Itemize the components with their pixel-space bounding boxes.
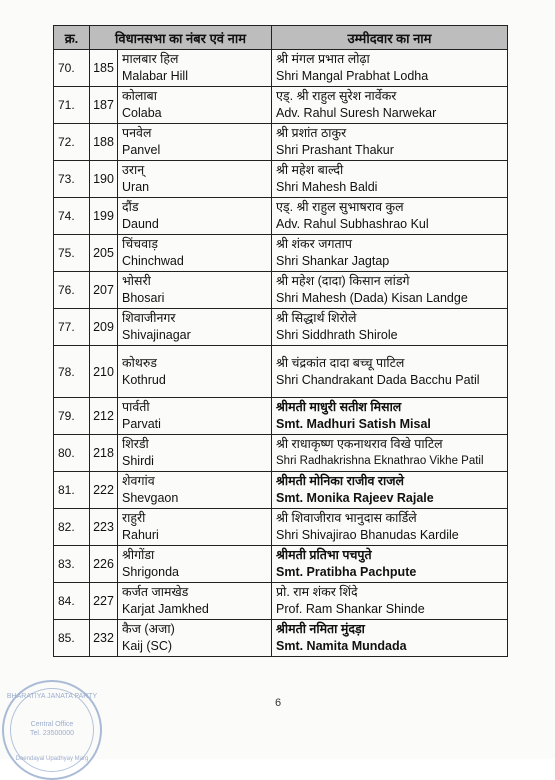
party-office-stamp bbox=[2, 680, 102, 780]
constituency-name-hindi: चिंचवाड़ bbox=[122, 237, 158, 251]
constituency-name bbox=[118, 198, 272, 235]
constituency-name bbox=[118, 87, 272, 124]
candidate-name-hindi: श्री सिद्धार्थ शिरोले bbox=[276, 311, 357, 325]
constituency-number: 205 bbox=[90, 235, 118, 272]
serial-number: 77. bbox=[54, 309, 90, 346]
candidate-name-hindi: श्री शंकर जगताप bbox=[276, 237, 353, 251]
constituency-name bbox=[118, 509, 272, 546]
table-row bbox=[54, 235, 508, 272]
constituency-name-hindi: कोलाबा bbox=[122, 89, 157, 103]
table-row bbox=[54, 124, 508, 161]
serial-number: 84. bbox=[54, 583, 90, 620]
constituency-name-english: Panvel bbox=[122, 143, 161, 157]
stamp-top-text: BHARATIYA JANATA PARTY bbox=[6, 693, 98, 700]
candidate-name-english: Shri Mahesh Baldi bbox=[276, 180, 378, 194]
constituency-name-hindi: पनवेल bbox=[122, 126, 152, 140]
constituency-number: 223 bbox=[90, 509, 118, 546]
candidate-name bbox=[272, 272, 508, 309]
candidate-name bbox=[272, 435, 508, 472]
header-serial-number: क्र. bbox=[54, 26, 90, 50]
constituency-name bbox=[118, 50, 272, 87]
constituency-number: 209 bbox=[90, 309, 118, 346]
candidate-name-english: Shri Prashant Thakur bbox=[276, 143, 394, 157]
candidate-name bbox=[272, 509, 508, 546]
stamp-bottom-text: Deendayal Upadhyay Marg bbox=[15, 756, 89, 762]
candidate-name-hindi: श्री शिवाजीराव भानुदास कार्डिले bbox=[276, 511, 417, 525]
constituency-name bbox=[118, 398, 272, 435]
table-row bbox=[54, 309, 508, 346]
serial-number: 80. bbox=[54, 435, 90, 472]
serial-number: 79. bbox=[54, 398, 90, 435]
table-row bbox=[54, 472, 508, 509]
constituency-name-english: Rahuri bbox=[122, 528, 159, 542]
constituency-name-english: Parvati bbox=[122, 417, 161, 431]
header-constituency: विधानसभा का नंबर एवं नाम bbox=[90, 26, 272, 50]
header-candidate: उम्मीदवार का नाम bbox=[272, 26, 508, 50]
constituency-name bbox=[118, 435, 272, 472]
candidate-name bbox=[272, 235, 508, 272]
serial-number: 71. bbox=[54, 87, 90, 124]
constituency-name bbox=[118, 620, 272, 657]
candidate-name bbox=[272, 87, 508, 124]
table-row bbox=[54, 583, 508, 620]
constituency-name-hindi: कैज (अजा) bbox=[122, 622, 175, 636]
candidate-name-english: Adv. Rahul Subhashrao Kul bbox=[276, 217, 429, 231]
candidate-name-english: Shri Chandrakant Dada Bacchu Patil bbox=[276, 372, 480, 387]
constituency-name-english: Shivajinagar bbox=[122, 328, 191, 342]
candidate-name-hindi: श्री प्रशांत ठाकुर bbox=[276, 126, 347, 140]
table-row bbox=[54, 546, 508, 583]
candidate-name bbox=[272, 398, 508, 435]
candidate-name bbox=[272, 346, 508, 398]
constituency-number: 187 bbox=[90, 87, 118, 124]
candidate-name-hindi: श्रीमती प्रतिभा पचपुते bbox=[276, 548, 372, 562]
candidate-name-english: Shri Siddhrath Shirole bbox=[276, 328, 398, 342]
table-row bbox=[54, 87, 508, 124]
candidate-name-english: Shri Radhakrishna Eknathrao Vikhe Patil bbox=[276, 455, 484, 467]
candidate-name-hindi: एड्. श्री राहुल सुरेश नार्वेकर bbox=[276, 89, 397, 103]
constituency-name bbox=[118, 583, 272, 620]
constituency-name bbox=[118, 124, 272, 161]
constituency-number: 222 bbox=[90, 472, 118, 509]
table-row bbox=[54, 272, 508, 309]
candidate-name-hindi: श्री चंद्रकांत दादा बच्चू पाटिल bbox=[276, 355, 405, 370]
constituency-number: 210 bbox=[90, 346, 118, 398]
candidate-name-english: Prof. Ram Shankar Shinde bbox=[276, 602, 425, 616]
candidate-name-english: Smt. Pratibha Pachpute bbox=[276, 565, 417, 579]
constituency-name-hindi: राहुरी bbox=[122, 511, 146, 525]
table-row bbox=[54, 398, 508, 435]
constituency-name-hindi: पार्वती bbox=[122, 400, 150, 414]
serial-number: 78. bbox=[54, 346, 90, 398]
constituency-number: 218 bbox=[90, 435, 118, 472]
constituency-number: 185 bbox=[90, 50, 118, 87]
table-row bbox=[54, 161, 508, 198]
constituency-name-english: Kothrud bbox=[122, 372, 166, 387]
candidate-name bbox=[272, 124, 508, 161]
constituency-name-hindi: भोसरी bbox=[122, 274, 151, 288]
constituency-name-english: Shirdi bbox=[122, 454, 154, 468]
constituency-name-hindi: शिवाजीनगर bbox=[122, 311, 176, 325]
candidate-name bbox=[272, 546, 508, 583]
constituency-name bbox=[118, 472, 272, 509]
constituency-name-english: Shevgaon bbox=[122, 491, 179, 505]
candidate-name-hindi: श्रीमती मोनिका राजीव राजले bbox=[276, 474, 404, 488]
candidate-name-hindi: श्री राधाकृष्ण एकनाथराव विखे पाटिल bbox=[276, 437, 443, 451]
candidate-name bbox=[272, 161, 508, 198]
candidate-name bbox=[272, 50, 508, 87]
candidate-name-hindi: श्रीमती माधुरी सतीश मिसाल bbox=[276, 400, 402, 414]
serial-number: 70. bbox=[54, 50, 90, 87]
serial-number: 81. bbox=[54, 472, 90, 509]
constituency-number: 207 bbox=[90, 272, 118, 309]
page-number: 6 bbox=[275, 697, 282, 709]
candidate-name-english: Shri Shankar Jagtap bbox=[276, 254, 390, 268]
candidate-name-english: Shri Shivajirao Bhanudas Kardile bbox=[276, 528, 459, 542]
constituency-name-english: Colaba bbox=[122, 106, 162, 120]
constituency-number: 226 bbox=[90, 546, 118, 583]
table-row bbox=[54, 435, 508, 472]
constituency-name-english: Chinchwad bbox=[122, 254, 184, 268]
candidate-name-hindi: श्री महेश बाल्दी bbox=[276, 163, 344, 177]
serial-number: 83. bbox=[54, 546, 90, 583]
candidate-name-hindi: एड्. श्री राहुल सुभाषराव कुल bbox=[276, 200, 404, 214]
constituency-name-hindi: कर्जत जामखेड bbox=[122, 585, 189, 599]
serial-number: 74. bbox=[54, 198, 90, 235]
candidate-name-english: Smt. Namita Mundada bbox=[276, 639, 407, 653]
constituency-name bbox=[118, 235, 272, 272]
serial-number: 76. bbox=[54, 272, 90, 309]
constituency-name-english: Karjat Jamkhed bbox=[122, 602, 209, 616]
candidate-name-hindi: श्री मंगल प्रभात लोढ़ा bbox=[276, 52, 370, 66]
candidate-name bbox=[272, 198, 508, 235]
constituency-name-english: Kaij (SC) bbox=[122, 639, 173, 653]
candidate-name-hindi: श्री महेश (दादा) किसान लांडगे bbox=[276, 274, 410, 288]
candidate-list-table bbox=[53, 25, 508, 657]
constituency-name-english: Uran bbox=[122, 180, 150, 194]
stamp-line-2: Tel. 23500000 bbox=[30, 730, 74, 737]
constituency-name-english: Malabar Hill bbox=[122, 69, 188, 83]
table-header-row bbox=[54, 26, 508, 50]
constituency-name-hindi: श्रीगोंडा bbox=[122, 548, 155, 562]
table-row bbox=[54, 50, 508, 87]
constituency-number: 227 bbox=[90, 583, 118, 620]
candidate-name bbox=[272, 583, 508, 620]
constituency-name-hindi: कोथरुड bbox=[122, 355, 157, 370]
constituency-name-hindi: उरान् bbox=[122, 163, 145, 177]
constituency-number: 190 bbox=[90, 161, 118, 198]
candidate-name-hindi: प्रो. राम शंकर शिंदे bbox=[276, 585, 358, 599]
constituency-name bbox=[118, 272, 272, 309]
table-row bbox=[54, 509, 508, 546]
constituency-number: 232 bbox=[90, 620, 118, 657]
candidate-name-hindi: श्रीमती नमिता मुंदड़ा bbox=[276, 622, 365, 636]
candidate-name-english: Adv. Rahul Suresh Narwekar bbox=[276, 106, 437, 120]
constituency-name-english: Daund bbox=[122, 217, 159, 231]
constituency-number: 188 bbox=[90, 124, 118, 161]
candidate-name-english: Shri Mahesh (Dada) Kisan Landge bbox=[276, 291, 468, 305]
candidate-name-english: Smt. Monika Rajeev Rajale bbox=[276, 491, 434, 505]
constituency-name-english: Shrigonda bbox=[122, 565, 179, 579]
table-row bbox=[54, 198, 508, 235]
constituency-name-hindi: दौंड bbox=[122, 200, 139, 214]
candidate-name bbox=[272, 309, 508, 346]
constituency-number: 212 bbox=[90, 398, 118, 435]
candidate-name-english: Shri Mangal Prabhat Lodha bbox=[276, 69, 429, 83]
stamp-line-1: Central Office bbox=[30, 721, 74, 728]
constituency-name-hindi: शिरडी bbox=[122, 437, 149, 451]
constituency-name-hindi: मालबार हिल bbox=[122, 52, 179, 66]
candidate-name bbox=[272, 472, 508, 509]
serial-number: 75. bbox=[54, 235, 90, 272]
serial-number: 85. bbox=[54, 620, 90, 657]
serial-number: 73. bbox=[54, 161, 90, 198]
constituency-number: 199 bbox=[90, 198, 118, 235]
table-row bbox=[54, 620, 508, 657]
constituency-name-hindi: शेवगांव bbox=[122, 474, 155, 488]
constituency-name bbox=[118, 161, 272, 198]
candidate-name-english: Smt. Madhuri Satish Misal bbox=[276, 417, 431, 431]
constituency-name bbox=[118, 309, 272, 346]
candidate-name bbox=[272, 620, 508, 657]
constituency-name bbox=[118, 546, 272, 583]
serial-number: 82. bbox=[54, 509, 90, 546]
constituency-name-english: Bhosari bbox=[122, 291, 165, 305]
serial-number: 72. bbox=[54, 124, 90, 161]
constituency-name bbox=[118, 346, 272, 398]
table-row bbox=[54, 346, 508, 398]
